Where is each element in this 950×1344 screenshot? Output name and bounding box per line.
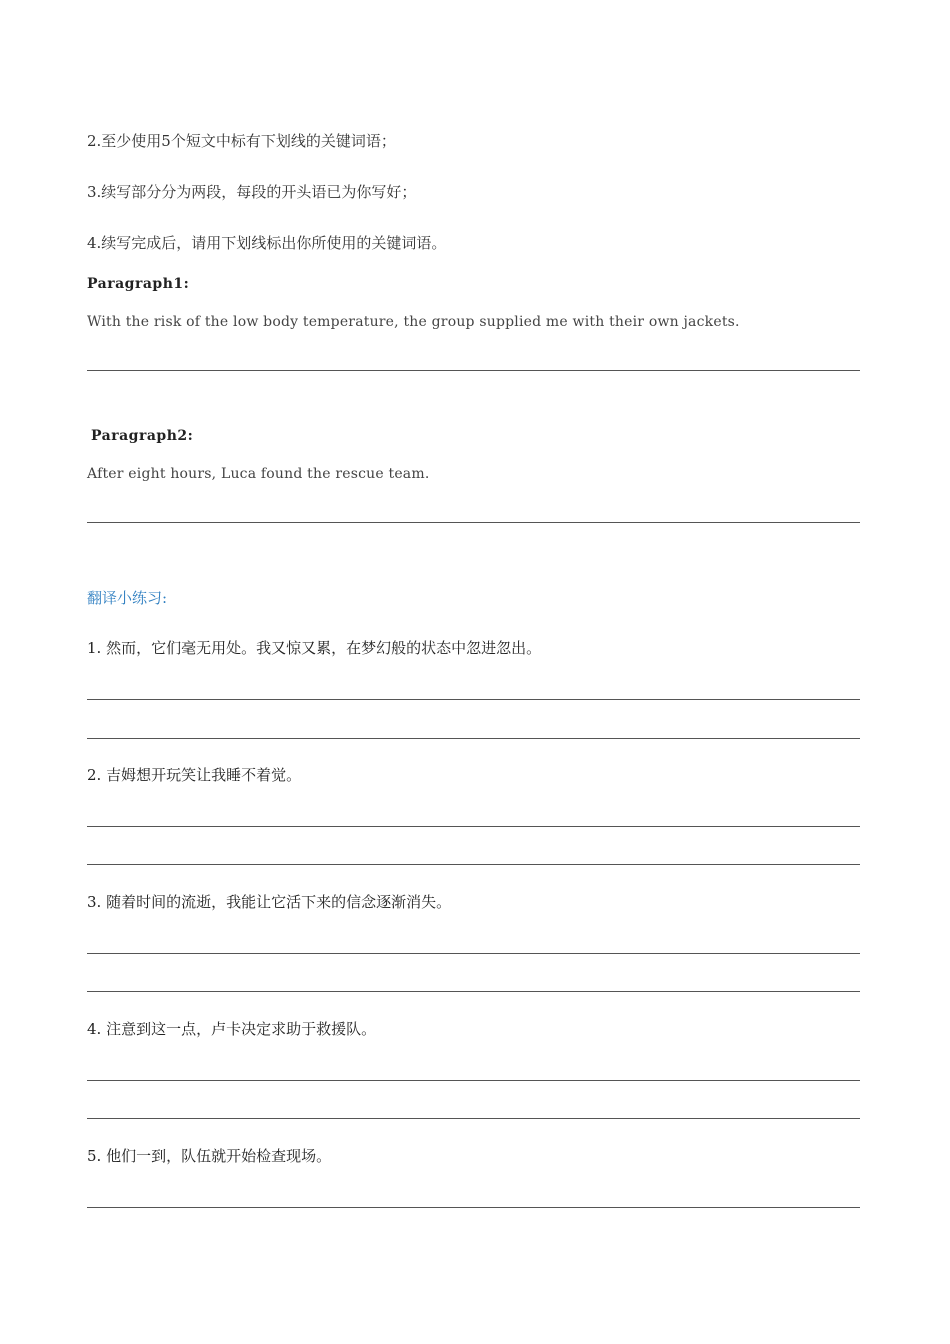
translation-question-1: 1. 然而，它们毫无用处。我又惊又累，在梦幻般的状态中忽进忽出。 [87, 639, 542, 657]
answer-line[interactable] [87, 864, 860, 865]
translation-section-title: 翻译小练习: [87, 589, 168, 607]
requirement-3: 3.续写部分分为两段，每段的开头语已为你写好； [87, 183, 417, 201]
translation-question-5: 5. 他们一到，队伍就开始检查现场。 [87, 1147, 332, 1165]
writing-line[interactable] [87, 370, 860, 371]
translation-question-3: 3. 随着时间的流逝，我能让它活下来的信念逐渐消失。 [87, 893, 452, 911]
answer-line[interactable] [87, 991, 860, 992]
writing-line[interactable] [87, 522, 860, 523]
paragraph2-opening: After eight hours, Luca found the rescue team. [87, 466, 430, 482]
translation-question-2: 2. 吉姆想开玩笑让我睡不着觉。 [87, 766, 302, 784]
answer-line[interactable] [87, 1207, 860, 1208]
requirement-2: 2.至少使用5个短文中标有下划线的关键词语； [87, 132, 396, 150]
paragraph1-heading: Paragraph1: [87, 276, 190, 292]
answer-line[interactable] [87, 953, 860, 954]
answer-line[interactable] [87, 1118, 860, 1119]
requirement-4: 4.续写完成后，请用下划线标出你所使用的关键词语。 [87, 234, 447, 252]
paragraph2-heading: Paragraph2: [91, 428, 194, 444]
paragraph1-opening: With the risk of the low body temperature, the group supplied me with their own jackets. [87, 314, 740, 330]
answer-line[interactable] [87, 1080, 860, 1081]
answer-line[interactable] [87, 738, 860, 739]
answer-line[interactable] [87, 826, 860, 827]
answer-line[interactable] [87, 699, 860, 700]
translation-question-4: 4. 注意到这一点，卢卡决定求助于救援队。 [87, 1020, 377, 1038]
